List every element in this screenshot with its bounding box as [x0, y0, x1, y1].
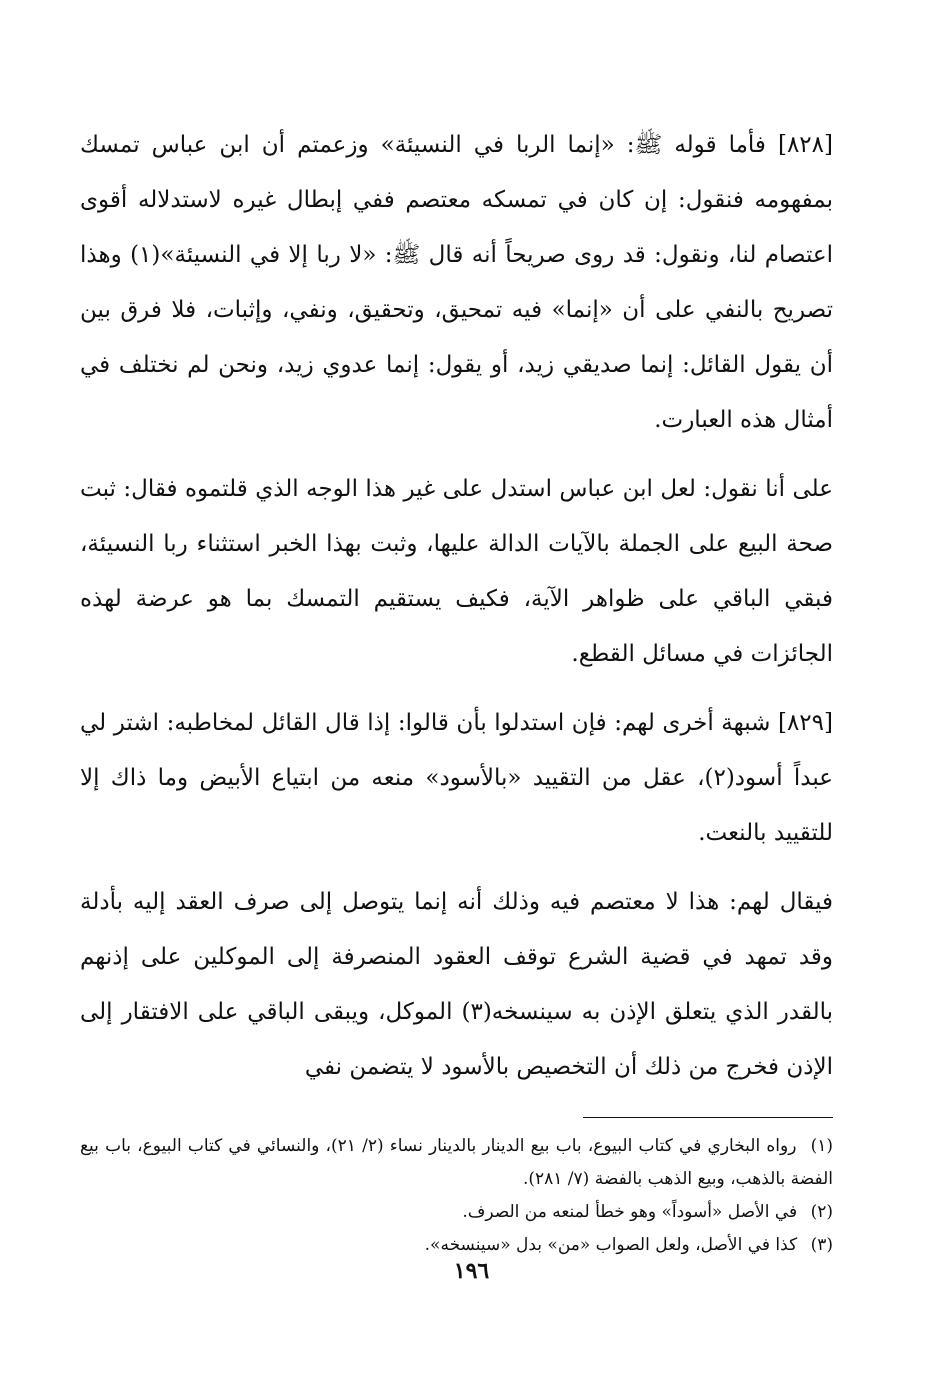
footnote-2 [80, 1196, 833, 1229]
footnote-number: (٣) [810, 1235, 833, 1255]
footnote-text: كذا في الأصل، ولعل الصواب «من» بدل «سينسخه». [424, 1235, 798, 1255]
paragraph-reply: فيقال لهم: هذا لا معتصم فيه وذلك أنه إنما يتوصل إلى صرف العقد إليه بأدلة وقد تمهد في قضية الشرع توقف العقود المنصرفة إلى الموكلين على إذنهم بالقدر الذي يتعلق الإذن به سينسخه(٣) الموكل، ويبقى الباقي على الافتقار إلى الإذن فخرج من ذلك أن التخصيص بالأسود لا يتضمن نفي [80, 889, 834, 1080]
footnote-1 [80, 1130, 833, 1196]
paragraph-828: [٨٢٨] فأما قوله ﷺ: «إنما الربا في النسيئة» وزعمتم أن ابن عباس تمسك بمفهومه فنقول: إن كان في تمسكه معتصم ففي إبطال غيره لاستدلاله أقوى اعتصام لنا، ونقول: قد روى صريحاً أنه قال ﷺ: «لا ربا إلا في النسيئة»(١) وهذا تصريح بالنفي على أن «إنما» فيه تمحيق، وتحقيق، ونفي، وإثبات، فلا فرق بين أن يقول القائل: إنما صديقي زيد، أو يقول: إنما عدوي زيد، ونحن لم نختلف في أمثال هذه العبارت. [80, 132, 833, 433]
paragraph-829: [٨٢٩] شبهة أخرى لهم: فإن استدلوا بأن قالوا: إذا قال القائل لمخاطبه: اشتر لي عبداً أسود(٢)، عقل من التقييد «بالأسود» منعه من ابتياع الأبيض وما ذاك إلا للتقييد بالنعت. [80, 710, 833, 846]
footnote-number: (١) [810, 1136, 834, 1156]
footnote-number: (٢) [810, 1202, 833, 1222]
paragraph-continuation: على أنا نقول: لعل ابن عباس استدل على غير هذا الوجه الذي قلتموه فقال: ثبت صحة البيع على الجملة بالآيات الدالة عليها، وثبت بهذا الخبر استثناء ربا النسيئة، فبقي الباقي على ظواهر الآية، فكيف يستقيم التمسك بما هو عرضة لهذه الجائزات في مسائل القطع. [80, 476, 833, 667]
footnotes [80, 1130, 833, 1262]
footnote-divider [583, 1117, 833, 1118]
main-text [80, 118, 833, 1095]
footnote-text: رواه البخاري في كتاب البيوع، باب بيع الدينار بالدينار نساء (٢/ ٢١)، والنسائي في كتاب البيوع، باب بيع الفضة بالذهب، وبيع الذهب بالفضة (٧/ ٢٨١). [80, 1136, 833, 1189]
page-number: ١٩٦ [453, 1258, 490, 1284]
footnote-text: في الأصل «أسوداً» وهو خطأ لمنعه من الصرف. [462, 1202, 798, 1222]
